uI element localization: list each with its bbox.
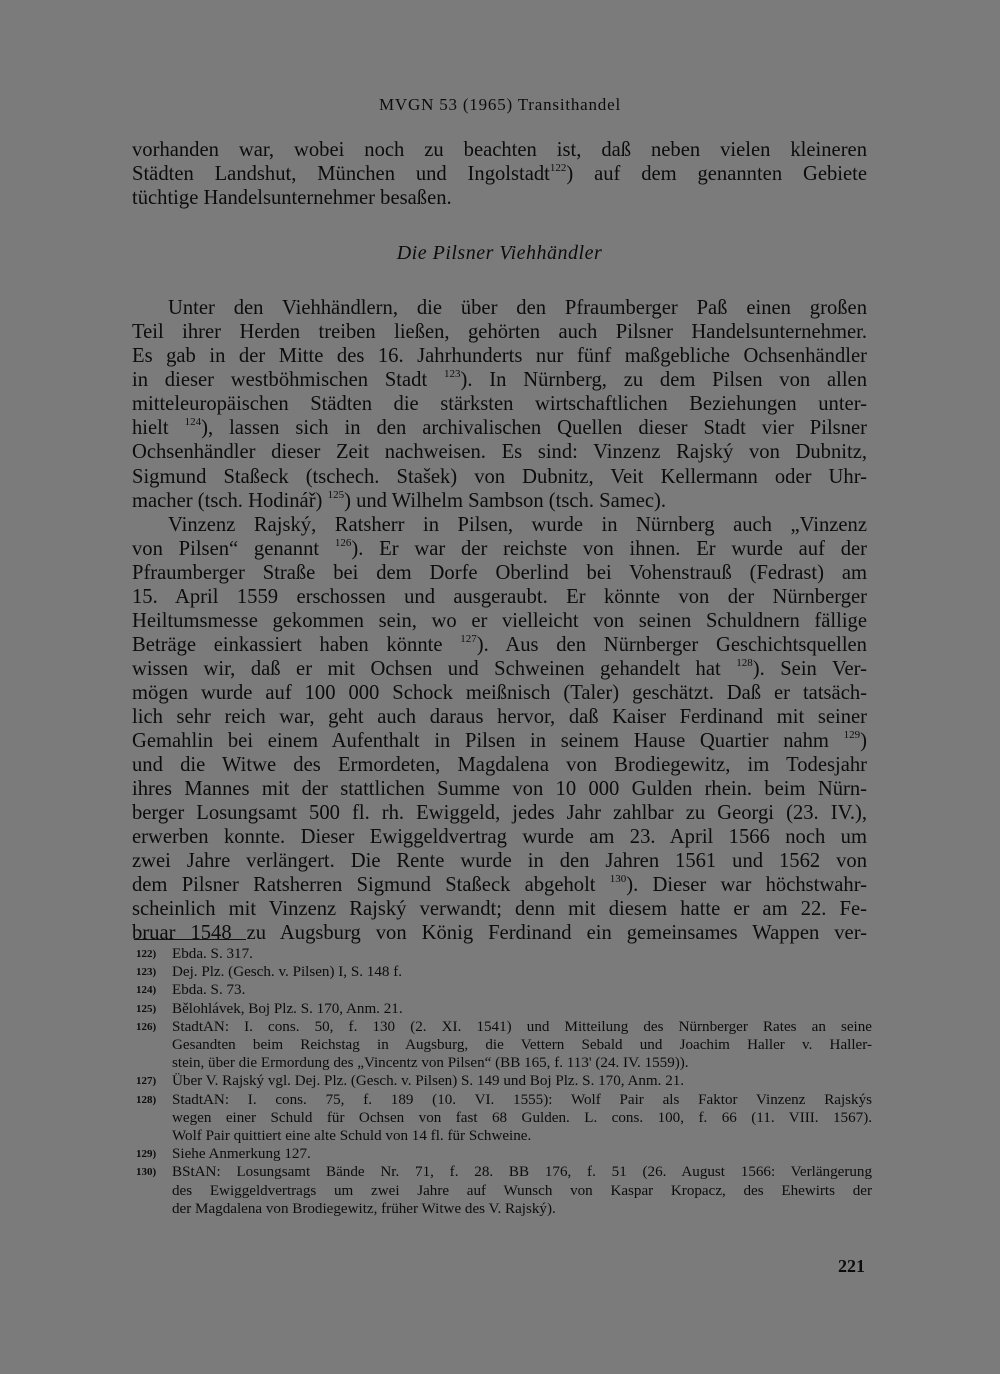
running-head: MVGN 53 (1965) Transithandel (379, 95, 621, 114)
text-line: in dieser westböhmischen Stadt $^{123}$). In Nürnberg, zu dem Pilsen von allen (132, 368, 867, 392)
text-line: bruar 1548 zu Augsburg von König Ferdinand ein gemeinsames Wappen ver- (132, 922, 867, 945)
footnote-ref[interactable]: 123 (443, 368, 461, 381)
text-line: Pfraumberger Straße bei dem Dorfe Oberlind bei Vohenstrauß (Fedrast) am (132, 561, 867, 584)
footnote-number: 127) (136, 1075, 157, 1088)
footnote-ref[interactable]: 122 (549, 162, 567, 175)
text-line: von Pilsen“ genannt $^{126}$). Er war der reichste von ihnen. Er wurde auf der (132, 536, 867, 560)
text-line: Teil ihrer Herden treiben ließen, gehörten auch Pilsner Handelsunternehmer. (132, 321, 867, 344)
text-line: vorhanden war, wobei noch zu beachten ist, daß neben vielen kleineren (132, 139, 867, 161)
text-line: Heiltumsmesse gekommen sein, wo er vielleicht von seinen Schuldnern fällige (132, 609, 867, 632)
footnote (132, 1163, 872, 1218)
footnote-ref[interactable]: 125 (327, 488, 345, 501)
footnote-text: stein, über die Ermordung des „Vincentz von Pilsen“ (BB 165, f. 113' (24. IV. 1559)). (172, 1055, 689, 1072)
footnote-text: Dej. Plz. (Gesch. v. Pilsen) I, S. 148 f. (172, 964, 403, 981)
text-line: Vinzenz Rajský, Ratsherr in Pilsen, wurde in Nürnberg auch „Vinzenz (168, 513, 867, 536)
footnote-ref[interactable]: 128 (736, 656, 753, 669)
text-line: lich sehr reich war, geht auch daraus hervor, daß Kaiser Ferdinand mit seiner (132, 705, 867, 728)
footnote-text: StadtAN: I. cons. 50, f. 130 (2. XI. 1541) und Mitteilung des Nürnberger Rates an seine (172, 1018, 872, 1035)
text-line: berger Losungsamt 500 fl. rh. Ewiggeld, jedes Jahr zahlbar zu Georgi (23. IV.), (132, 802, 867, 825)
footnote (132, 1018, 872, 1073)
footnote (132, 963, 872, 981)
footnote (132, 981, 872, 999)
footnote-number: 123) (136, 966, 157, 979)
text-line: Sigmund Staßeck (tschech. Stašek) von Dubnitz, Veit Kellermann oder Uhr- (132, 465, 867, 488)
footnote-number: 129) (136, 1148, 157, 1161)
text-line: wissen wir, daß er mit Ochsen und Schweinen gehandelt hat $^{128}$). Sein Ver- (132, 656, 867, 680)
text-line: Ochsenhändler dieser Zeit nachweisen. Es sind: Vinzenz Rajský von Dubnitz, (132, 441, 867, 464)
footnote-ref[interactable]: 129 (843, 729, 861, 742)
text-line: ihres Mannes mit der stattlichen Summe von 10 000 Gulden rhein. beim Nürn- (132, 778, 867, 801)
footnote-number: 130) (136, 1166, 157, 1179)
text-line: Beträge einkassiert haben könnte $^{127}$). Aus den Nürnberger Geschichtsquellen (132, 632, 867, 656)
text-line: mitteleuropäischen Städten die stärksten wirtschaftlichen Beziehungen unter- (132, 393, 867, 416)
footnote-text: Wolf Pair quittiert eine alte Schuld von 14 fl. für Schweine. (172, 1128, 532, 1145)
footnote-text: der Magdalena von Brodiegewitz, früher Witwe des V. Rajský). (172, 1200, 556, 1217)
footnote-text: Gesandten beim Reichstag in Augsburg, die Vettern Sebald und Joachim Haller v. Haller- (172, 1037, 872, 1054)
text-line: zwei Jahre verlängert. Die Rente wurde in den Jahren 1561 und 1562 von (132, 850, 867, 873)
footnote-text: Siehe Anmerkung 127. (172, 1146, 311, 1163)
footnote-number: 124) (136, 984, 157, 997)
footnote (132, 1145, 872, 1163)
footnote-ref[interactable]: 124 (184, 416, 202, 429)
footnote-number: 125) (136, 1002, 157, 1015)
text-line: scheinlich mit Vinzenz Rajský verwandt; denn mit diesem hatte er am 22. Fe- (132, 898, 867, 921)
text-line: Städten Landshut, München und Ingolstadt$^{122}$) auf dem genannten Gebiete (132, 162, 867, 186)
footnote-text: Ebda. S. 73. (172, 982, 246, 999)
text-line: tüchtige Handelsunternehmer besaßen. (132, 187, 452, 210)
footnotes (132, 945, 872, 1218)
page-number: 221 (838, 1256, 865, 1276)
text-line: und die Witwe des Ermordeten, Magdalena von Brodiegewitz, im Todesjahr (132, 754, 867, 777)
footnote-text: Ebda. S. 317. (172, 946, 253, 962)
text-line: macher (tsch. Hodinář) $^{125}$) und Wilhelm Sambson (tsch. Samec). (132, 488, 667, 512)
footnote-number: 122) (136, 948, 157, 960)
text-line: mögen wurde auf 100 000 Schock meißnisch (Taler) geschätzt. Daß er tatsäch- (132, 681, 867, 704)
footnote (132, 1072, 872, 1090)
footnote-ref[interactable]: 127 (460, 632, 477, 645)
footnote-number: 126) (136, 1020, 157, 1033)
text-line: dem Pilsner Ratsherren Sigmund Staßeck abgeholt $^{130}$). Dieser war höchstwahr- (132, 873, 868, 897)
body-text (132, 138, 867, 945)
text-line: hielt $^{124}$), lassen sich in den archivalischen Quellen dieser Stadt vier Pilsner (132, 416, 867, 440)
footnote-ref[interactable]: 126 (334, 536, 352, 549)
text-line: Unter den Viehhändlern, die über den Pfraumberger Paß einen großen (168, 297, 867, 320)
footnote (132, 1000, 872, 1018)
footnote-ref[interactable]: 130 (609, 873, 627, 886)
text-line: Gemahlin bei einem Aufenthalt in Pilsen in seinem Hause Quartier nahm $^{129}$) (132, 729, 867, 753)
footnote-text: des Ewiggeldvertrags um zwei Jahre auf Wunsch von Kaspar Kropacz, des Ehewirts der (172, 1182, 872, 1199)
footnote-text: Bělohlávek, Boj Plz. S. 170, Anm. 21. (172, 1000, 403, 1017)
footnote-text: BStAN: Losungsamt Bände Nr. 71, f. 28. BB 176, f. 51 (26. August 1566: Verlängerung (172, 1164, 872, 1181)
footnote-text: Über V. Rajský vgl. Dej. Plz. (Gesch. v. Pilsen) S. 149 und Boj Plz. S. 170, Anm. 21. (172, 1073, 685, 1090)
section-heading: Die Pilsner Viehhändler (396, 242, 603, 265)
footnote-text: wegen einer Schuld für Ochsen von fast 68 Gulden. L. cons. 100, f. 66 (11. VIII. 1567). (172, 1109, 872, 1126)
footnote (132, 945, 872, 963)
text-line: Es gab in der Mitte des 16. Jahrhunderts nur fünf maßgebliche Ochsenhändler (132, 345, 867, 368)
footnote-text: StadtAN: I. cons. 75, f. 189 (10. VI. 1555): Wolf Pair als Faktor Vinzenz Rajskýs (172, 1091, 872, 1108)
footnote-rule (134, 939, 246, 940)
text-line: 15. April 1559 erschossen und ausgeraubt. Er könnte von der Nürnberger (132, 585, 867, 608)
footnote (132, 1091, 872, 1146)
text-line: erwerben konnte. Dieser Ewiggeldvertrag wurde am 23. April 1566 noch um (132, 826, 867, 849)
footnote-number: 128) (136, 1093, 157, 1106)
